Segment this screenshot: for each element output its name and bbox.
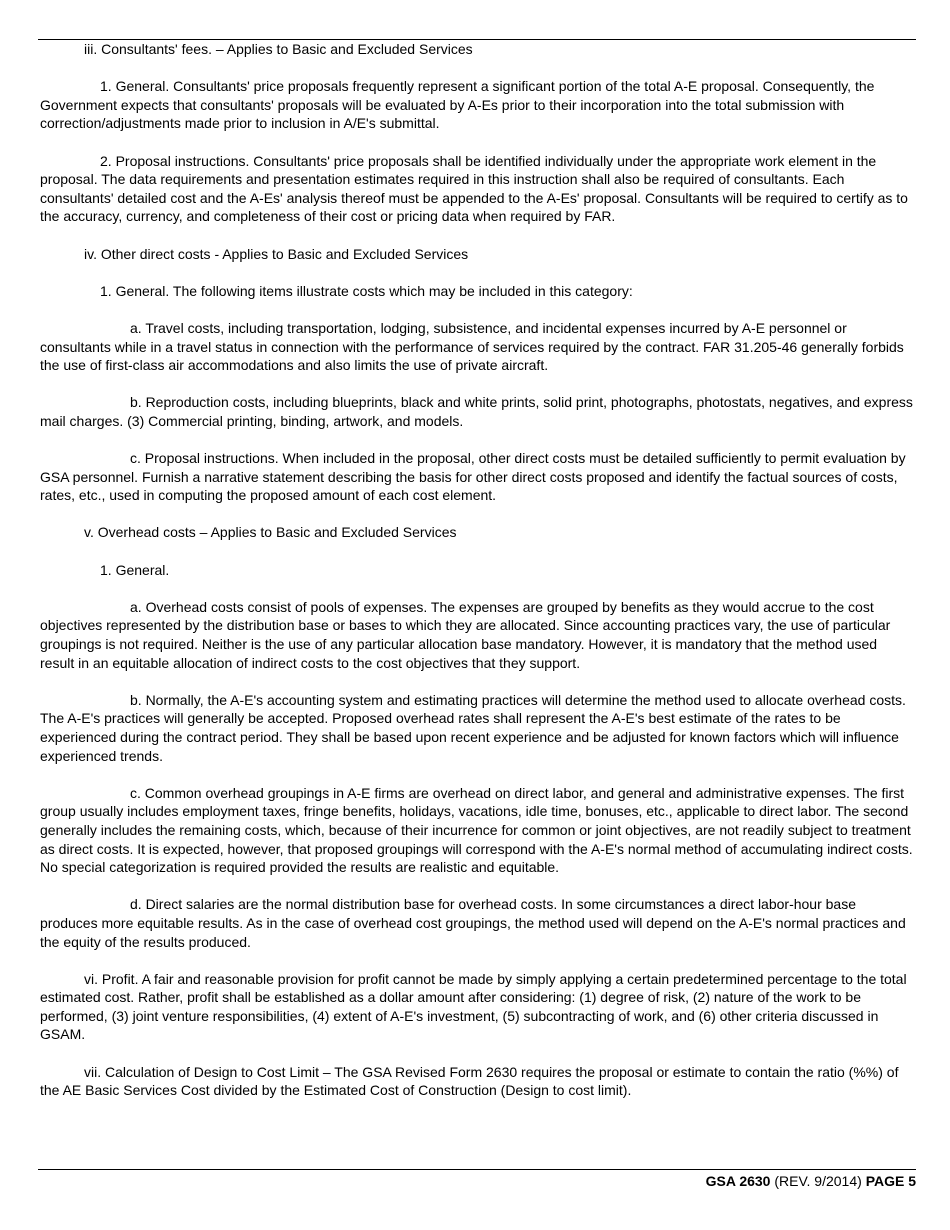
document-body (40, 40, 915, 1118)
section-iv-item-b: b. Reproduction costs, including blueprints, black and white prints, solid print, photographs, photostats, negatives, and express mail charges. (3) Commercial printing, binding, artwork, and models. (40, 394, 913, 429)
section-v-item-b: b. Normally, the A-E's accounting system and estimating practices will determine the method used to allocate overhead costs. The A-E's practices will generally be accepted. Proposed overhead rates shall represent the A-E's best estimate of the rates to be experienced during the contract period. They shall be based upon recent experience and be adjusted for known factors which will influence experienced trends. (40, 691, 906, 764)
section-iv-heading: iv. Other direct costs - Applies to Basic and Excluded Services (84, 245, 469, 262)
bottom-rule (38, 1169, 916, 1170)
footer-page-number: PAGE 5 (865, 1173, 916, 1189)
section-v-heading: v. Overhead costs – Applies to Basic and Excluded Services (84, 524, 457, 541)
footer-form-number: GSA 2630 (705, 1173, 771, 1189)
section-iv-item-c: c. Proposal instructions. When included in the proposal, other direct costs must be detailed sufficiently to permit evaluation by GSA personnel. Furnish a narrative statement describing the basis for other direct costs proposed and identify the factual sources of costs, rates, etc., used in computing the proposed amount of each cost element. (40, 450, 906, 504)
section-v-item-a: a. Overhead costs consist of pools of expenses. The expenses are grouped by benefits as they would accrue to the cost objectives represented by the distribution base or bases to which they are allocated. Since accounting practices vary, the use of particular groupings is not required. Neither is the use of any particular allocation base mandatory. However, it is mandatory that the method used result in an equitable allocation of indirect costs to the cost objectives that they support. (40, 598, 891, 671)
section-iv-item-a: a. Travel costs, including transportation, lodging, subsistence, and incidental expenses incurred by A-E personnel or consultants while in a travel status in connection with the performance of services required by the contract. FAR 31.205-46 generally forbids the use of first-class air accommodations and also limits the use of private aircraft. (40, 319, 904, 374)
page-footer (706, 1172, 916, 1190)
section-v-item-d: d. Direct salaries are the normal distribution base for overhead costs. In some circumstances a direct labor-hour base produces more equitable results. As in the case of overhead cost groupings, the method used will depend on the A-E's normal practices and the equity of the results produced. (40, 896, 906, 950)
section-iii-item-1: 1. General. Consultants' price proposals frequently represent a significant portion of the total A-E proposal. Consequently, the Government expects that consultants' proposals will be evaluated by A-Es prior to their incorporation into the total submission with correction/adjustments made prior to inclusion in A/E's submittal. (40, 78, 875, 132)
section-v-item-1: 1. General. (100, 561, 170, 578)
section-vii-design-to-cost: vii. Calculation of Design to Cost Limit – The GSA Revised Form 2630 requires the proposal or estimate to contain the ratio (%%) of the AE Basic Services Cost divided by the Estimated Cost of Construction (Design to cost limit). (40, 1063, 899, 1099)
section-iv-item-1: 1. General. The following items illustrate costs which may be included in this category: (100, 282, 633, 299)
footer-revision: (REV. 9/2014) (774, 1173, 862, 1189)
section-vi-profit: vi. Profit. A fair and reasonable provision for profit cannot be made by simply applying a certain predetermined percentage to the total estimated cost. Rather, profit shall be established as a dollar amount after considering: (1) degree of risk, (2) nature of the work to be performed, (3) joint venture responsibilities, (4) extent of A-E's investment, (5) subcontracting of work, and (6) other criteria discussed in GSAM. (40, 970, 907, 1043)
section-iii-item-2: 2. Proposal instructions. Consultants' price proposals shall be identified individually under the appropriate work element in the proposal. The data requirements and presentation estimates required in this instruction shall also be required of consultants. Each consultants' detailed cost and the A-Es' analysis thereof must be appended to the A-Es' proposal. Consultants will be required to certify as to the accuracy, currency, and completeness of their cost or pricing data when required by FAR. (40, 152, 908, 225)
section-iii-heading: iii. Consultants' fees. – Applies to Basic and Excluded Services (84, 41, 473, 57)
section-v-item-c: c. Common overhead groupings in A-E firms are overhead on direct labor, and general and administrative expenses. The first group usually includes employment taxes, fringe benefits, holidays, vacations, idle time, bonuses, etc., applicable to direct labor. The second generally includes the remaining costs, which, because of their incurrence for common or joint objectives, are not readily subject to treatment as direct costs. It is expected, however, that proposed groupings will correspond with the A-E's normal method of accumulating indirect costs. No special categorization is required provided the results are realistic and equitable. (40, 784, 913, 876)
